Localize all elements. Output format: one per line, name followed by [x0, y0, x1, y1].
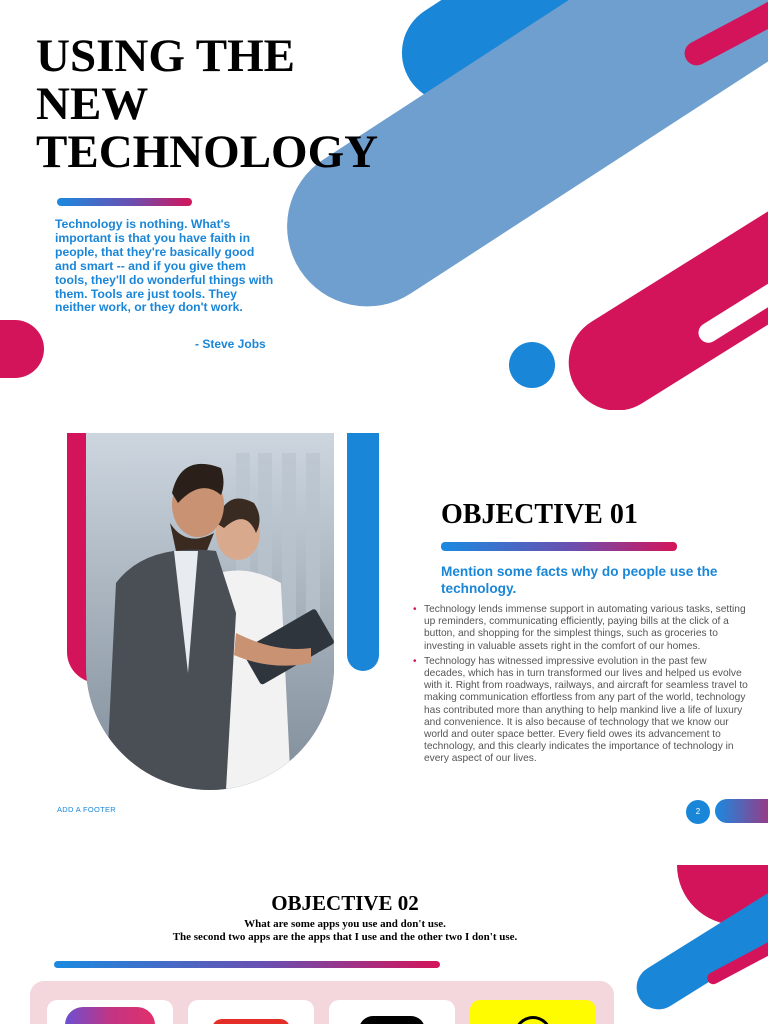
- snapchat-icon: [514, 1016, 552, 1024]
- youtube-icon: [212, 1019, 290, 1024]
- slide-objective-02: [0, 835, 768, 1024]
- list-item: [413, 604, 749, 653]
- page-number: 2: [686, 800, 710, 824]
- instagram-icon: [65, 1007, 155, 1024]
- page-title: USING THE NEW TECHNOLOGY: [36, 30, 379, 178]
- slide-title: [0, 0, 768, 410]
- quote-author: - Steve Jobs: [195, 337, 266, 351]
- app-card-instagram: [47, 1000, 173, 1024]
- fact-text: Technology lends immense support in automating various tasks, setting up reminders, communicating efficiently, paying bills at the click of a button, and shopping for the simplest things, such as groceries to investing in valuable assets right in the comfort of our homes.: [424, 604, 746, 652]
- app-card-youtube: [188, 1000, 314, 1024]
- decor-blue-dot: [509, 342, 555, 388]
- tiktok-icon: [359, 1016, 425, 1024]
- slide-objective-01: [0, 410, 768, 835]
- quote-text: Technology is nothing. What's important is that you have faith in people, that they're basically good and smart -- and if you give them tools, they'll do wonderful things with them. Tools are just tools. They neither work, or they don't work.: [55, 217, 274, 315]
- fact-list: [413, 604, 749, 769]
- app-card-snapchat: [470, 1000, 596, 1024]
- objective-02-underline: [54, 961, 440, 968]
- list-item: [413, 656, 749, 766]
- decor-pink-half-left: [0, 320, 44, 378]
- people-illustration: [86, 433, 334, 790]
- fact-text: Technology has witnessed impressive evolution in the past few decades, which has in turn transformed our lives and helped us evolve with it. Right from roadways, railways, and aircraft for seamless travel to making communication effortless from any part of the world, technology has contributed more than anything to help mankind live a life of luxury and convenience. It is also because of technology that we know our world and outer space better. Every field owes its advancement to technology, and this clearly indicates the importance of technology in every aspect of our lives.: [424, 655, 748, 765]
- objective-01-underline: [441, 542, 677, 551]
- decor-footer-bar: [715, 799, 768, 823]
- objective-02-title: OBJECTIVE 02: [271, 891, 419, 915]
- people-photo: [86, 433, 334, 790]
- bullet-marker: •: [413, 604, 417, 615]
- decor-blue-bar-right: [347, 433, 379, 671]
- title-underline: [57, 198, 192, 206]
- bullet-marker: •: [413, 655, 417, 667]
- decor-pink-pill-right: [551, 178, 768, 410]
- app-card-tiktok: [329, 1000, 455, 1024]
- objective-01-subheading: Mention some facts why do people use the technology.: [441, 564, 718, 596]
- objective-02-line1: What are some apps you use and don't use.: [244, 918, 446, 930]
- objective-02-line2: The second two apps are the apps that I use and the other two I don't use.: [172, 931, 518, 943]
- footer-text: ADD A FOOTER: [57, 805, 117, 814]
- objective-01-title: OBJECTIVE 01: [441, 499, 638, 530]
